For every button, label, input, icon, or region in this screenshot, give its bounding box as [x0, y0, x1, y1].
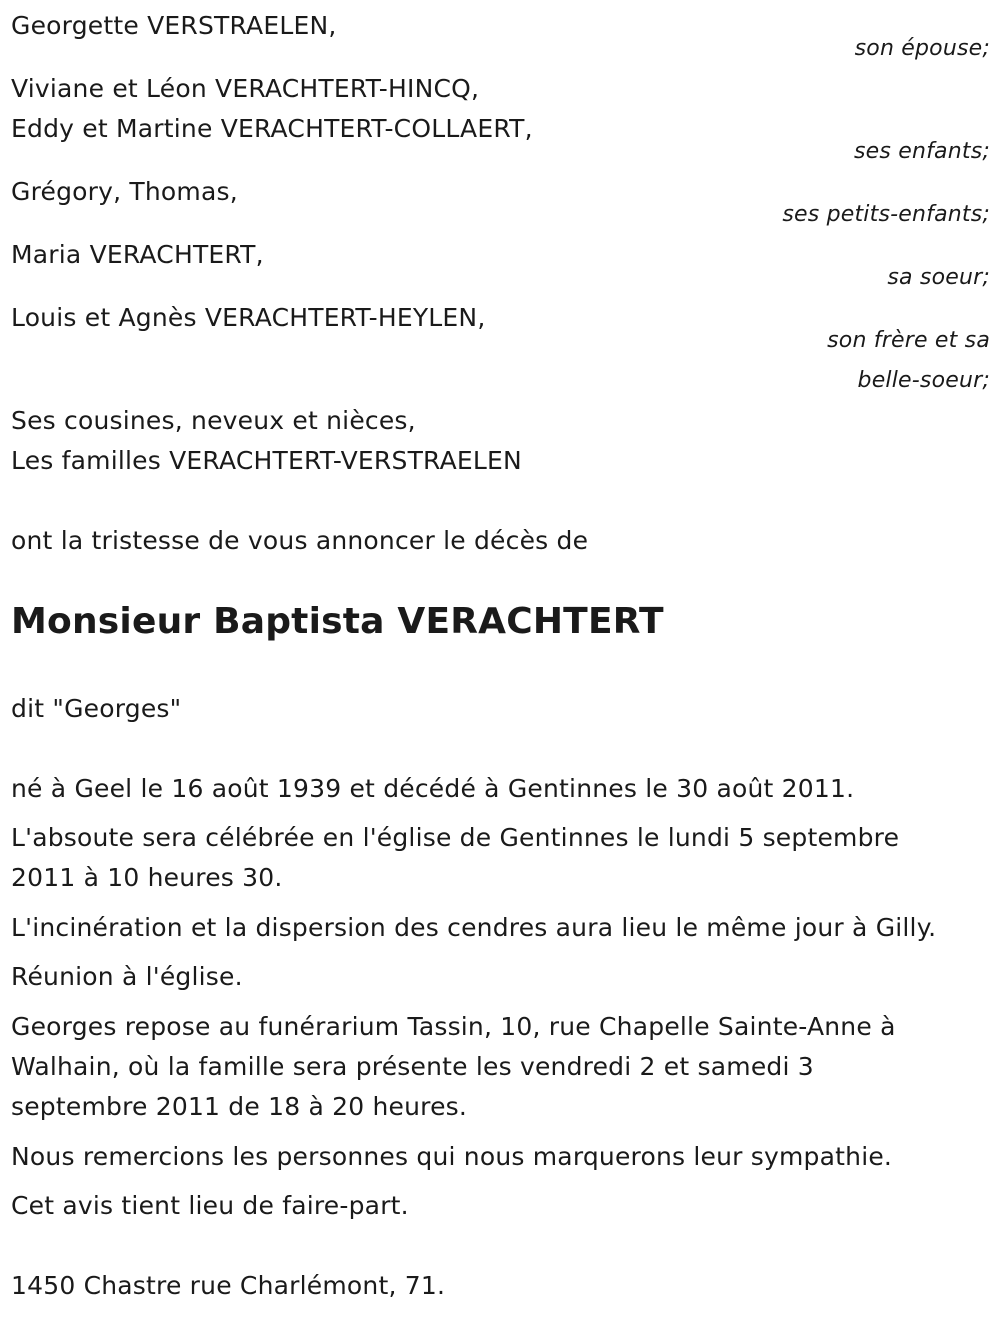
ceremony-line: 2011 à 10 heures 30. — [11, 863, 283, 892]
deceased-name: Monsieur Baptista VERACHTERT — [11, 601, 664, 642]
funeral-home-line: Walhain, où la famille sera présente les vendredi 2 et samedi 3 — [11, 1052, 814, 1081]
family-member-line: Ses cousines, neveux et nièces, — [11, 406, 416, 435]
family-member-line: Maria VERACHTERT, — [11, 240, 264, 269]
funeral-home-line: septembre 2011 de 18 à 20 heures. — [11, 1092, 468, 1121]
relation-label: ses enfants; — [853, 139, 990, 164]
ceremony-line: L'absoute sera célébrée en l'église de Gentinnes le lundi 5 septembre — [11, 823, 900, 852]
family-member-line: Viviane et Léon VERACHTERT-HINCQ, — [11, 74, 480, 103]
notice-line: Cet avis tient lieu de faire-part. — [11, 1191, 409, 1220]
family-member-line: Les familles VERACHTERT-VERSTRAELEN — [11, 446, 522, 475]
cremation-line: L'incinération et la dispersion des cendres aura lieu le même jour à Gilly. — [11, 913, 937, 942]
relation-label: ses petits-enfants; — [782, 202, 990, 227]
birth-death-line: né à Geel le 16 août 1939 et décédé à Gentinnes le 30 août 2011. — [11, 774, 855, 803]
relation-label: sa soeur; — [887, 265, 990, 290]
relation-label: son épouse; — [854, 36, 990, 61]
family-member-line: Grégory, Thomas, — [11, 177, 238, 206]
relation-label: son frère et sa — [827, 328, 990, 353]
thanks-line: Nous remercions les personnes qui nous marquerons leur sympathie. — [11, 1142, 893, 1171]
announcement-text: ont la tristesse de vous annoncer le décès de — [11, 526, 589, 555]
family-member-line: Louis et Agnès VERACHTERT-HEYLEN, — [11, 303, 486, 332]
funeral-home-line: Georges repose au funérarium Tassin, 10, rue Chapelle Sainte-Anne à — [11, 1012, 896, 1041]
gathering-line: Réunion à l'église. — [11, 962, 243, 991]
family-member-line: Georgette VERSTRAELEN, — [11, 11, 337, 40]
address-line: 1450 Chastre rue Charlémont, 71. — [11, 1271, 446, 1300]
deceased-nickname: dit "Georges" — [11, 694, 182, 723]
family-member-line: Eddy et Martine VERACHTERT-COLLAERT, — [11, 114, 533, 143]
relation-label: belle-soeur; — [857, 368, 990, 393]
